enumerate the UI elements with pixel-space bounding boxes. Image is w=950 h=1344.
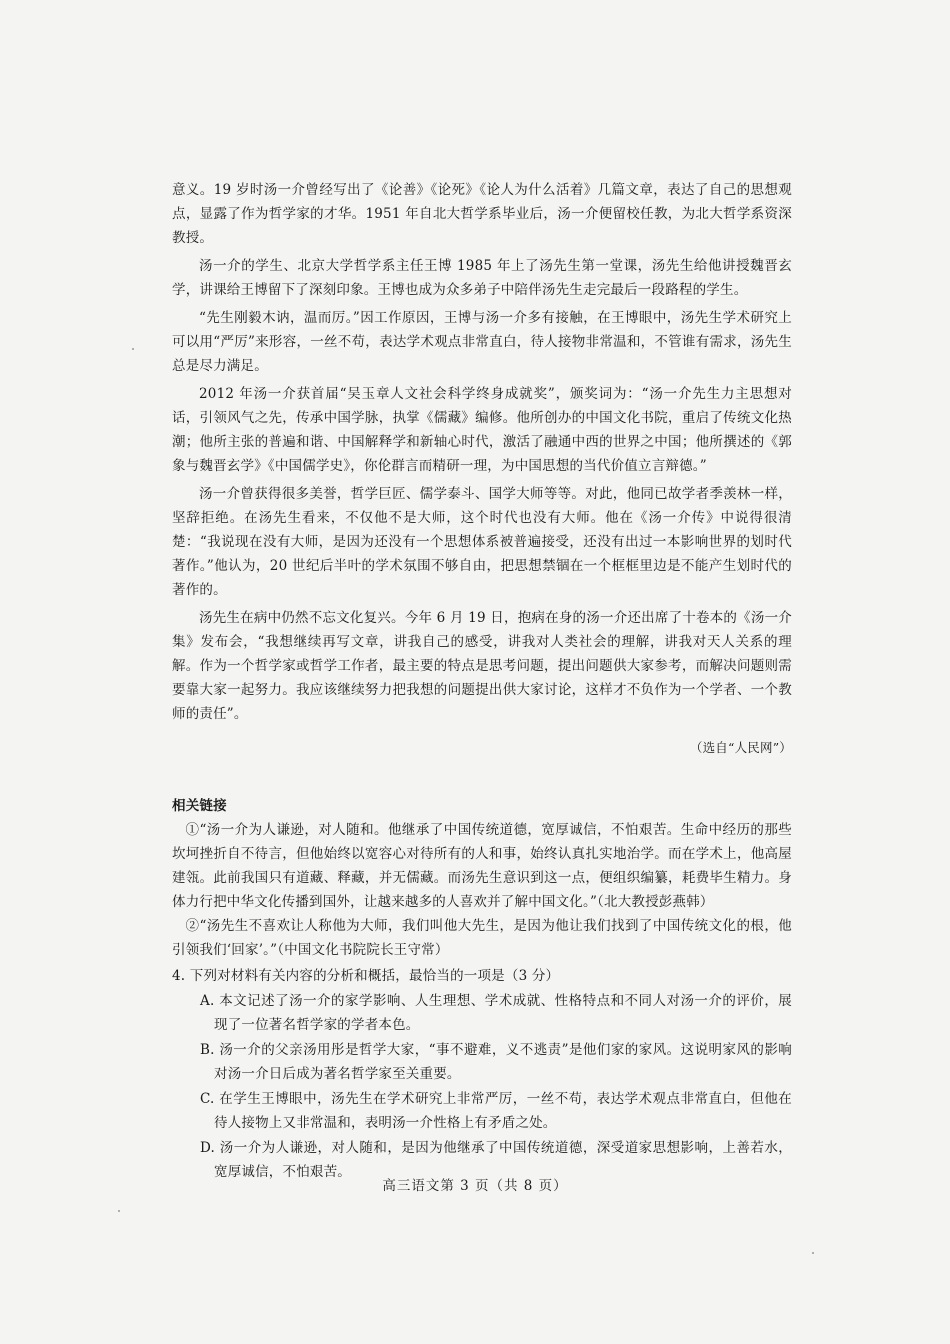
source-note: （选自“人民网”） [689, 740, 792, 755]
related-link-1: ①“汤一介为人谦逊，对人随和。他继承了中国传统道德，宽厚诚信，不怕艰苦。生命中经历的那些坎坷挫折自不待言，但他始终以宽容心对待所有的人和事，始终认真扎实地治学。而在学术上，他高屋建瓴。此前我国只有道藏、释藏，并无儒藏。而汤先生意识到这一点，便组织编纂，耗费毕生精力。身体力行把中华文化传播到国外，让越来越多的人喜欢并了解中国文化。”（北大教授彭燕韩） [172, 822, 792, 910]
article-paragraph-6: 汤先生在病中仍然不忘文化复兴。今年 6 月 19 日，抱病在身的汤一介还出席了十卷本的《汤一介集》发布会，“我想继续再写文章，讲我自己的感受，讲我对人类社会的理解，讲我对天人关系的理解。作为一个哲学家或哲学工作者，最主要的特点是思考问题，提出问题供大家参考，而解决问题则需要靠大家一起努力。我应该继续努力把我想的问题提出供大家讨论，这样才不负作为一个学者、一个教师的责任”。 [172, 610, 792, 722]
page-footer: 高三语文第 3 页（共 8 页） [382, 1178, 568, 1194]
option-c: C. 在学生王博眼中，汤先生在学术研究上非常严厉，一丝不苟，表达学术观点非常直白，但他在待人接物上又非常温和，表明汤一介性格上有矛盾之处。 [200, 1091, 792, 1131]
article-paragraph-3: “先生刚毅木讷，温而厉。”因工作原因，王博与汤一介多有接触，在王博眼中，汤先生学术研究上可以用“严厉”来形容，一丝不苟，表达学术观点非常直白，待人接物非常温和，不管谁有需求，汤先生总是尽力满足。 [172, 310, 792, 374]
option-b: B. 汤一介的父亲汤用彤是哲学大家，“事不避难，义不逃责”是他们家的家风。这说明家风的影响对汤一介日后成为著名哲学家至关重要。 [200, 1042, 792, 1082]
scan-speck [812, 1252, 814, 1254]
question-stem: 4. 下列对材料有关内容的分析和概括，最恰当的一项是（3 分） [172, 968, 560, 984]
article-paragraph-2: 汤一介的学生、北京大学哲学系主任王博 1985 年上了汤先生第一堂课，汤先生给他讲授魏晋玄学，讲课给王博留下了深刻印象。王博也成为众多弟子中陪伴汤先生走完最后一段路程的学生。 [172, 258, 792, 298]
page-content [172, 178, 792, 1184]
scan-speck [118, 1210, 120, 1212]
article-paragraph-1: 意义。19 岁时汤一介曾经写出了《论善》《论死》《论人为什么活着》几篇文章，表达了自己的思想观点，显露了作为哲学家的才华。1951 年自北大哲学系毕业后，汤一介便留校任教，为北大哲学系资深教授。 [172, 182, 792, 246]
option-d: D. 汤一介为人谦逊，对人随和，是因为他继承了中国传统道德，深受道家思想影响，上善若水，宽厚诚信，不怕艰苦。 [200, 1140, 792, 1180]
article-paragraph-4: 2012 年汤一介获首届“吴玉章人文社会科学终身成就奖”，颁奖词为：“汤一介先生力主思想对话，引领风气之先，传承中国学脉，执掌《儒藏》编修。他所创办的中国文化书院，重启了传统文化热潮；他所主张的普遍和谐、中国解释学和新轴心时代，激活了融通中西的世界之中国；他所撰述的《郭象与魏晋玄学》《中国儒学史》，你伦群言而精研一理，为中国思想的当代价值立言辩德。” [172, 386, 792, 474]
option-a: A. 本文记述了汤一介的家学影响、人生理想、学术成就、性格特点和不同人对汤一介的评价，展现了一位著名哲学家的学者本色。 [200, 993, 792, 1033]
related-link-2: ②“汤先生不喜欢让人称他为大师，我们叫他大先生，是因为他让我们找到了中国传统文化的根，他引领我们‘回家’。”（中国文化书院院长王守常） [172, 918, 792, 958]
scan-speck [132, 348, 134, 350]
article-paragraph-5: 汤一介曾获得很多美誉，哲学巨匠、儒学泰斗、国学大师等等。对此，他同已故学者季羡林一样，坚辞拒绝。在汤先生看来，不仅他不是大师，这个时代也没有大师。他在《汤一介传》中说得很清楚：“我说现在没有大师，是因为还没有一个思想体系被普遍接受，还没有出过一本影响世界的划时代著作。”他认为，20 世纪后半叶的学术氛围不够自由，把思想禁锢在一个框框里边是不能产生划时代的著作的。 [172, 486, 792, 598]
related-links-heading: 相关链接 [172, 798, 227, 814]
